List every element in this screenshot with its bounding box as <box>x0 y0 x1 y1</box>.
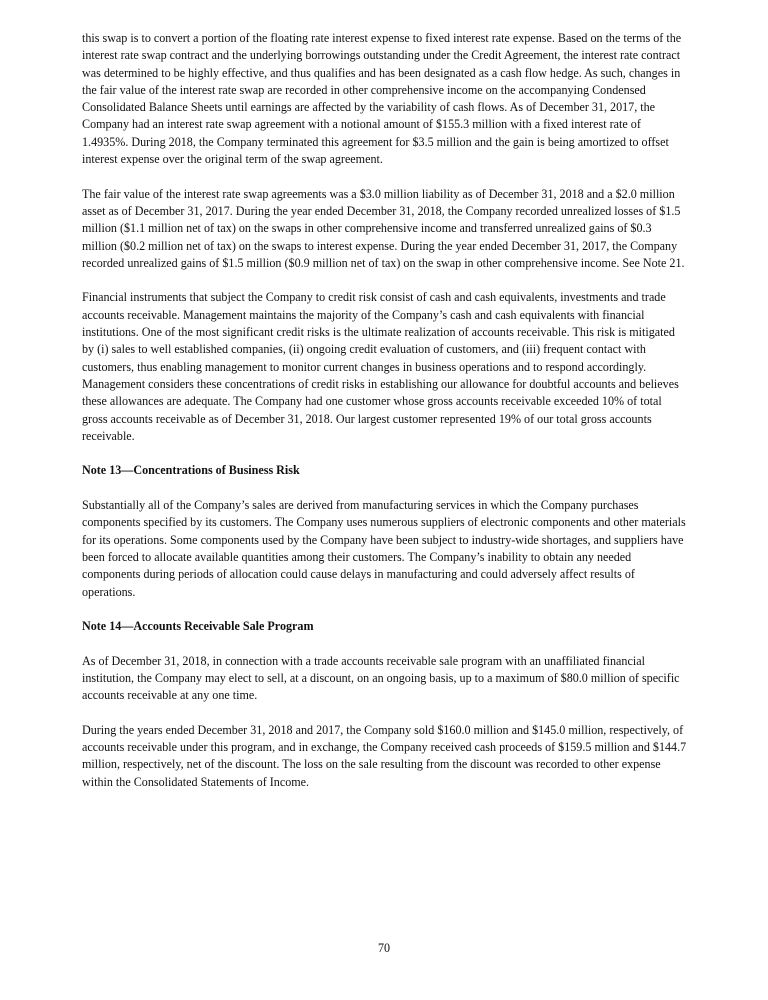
paragraph-swap-fair-value: The fair value of the interest rate swap agreements was a $3.0 million liability as of December 31, 2018 and a $2.0 million asset as of December 31, 2017. During the year ended December 31, 2018, the Company recorded unrealized losses of $1.5 million ($1.1 million net of tax) on the swaps in other comprehensive income and transferred unrealized gains of $0.3 million ($0.2 million net of tax) on the swaps to interest expense. During the year ended December 31, 2017, the Company recorded unrealized gains of $1.5 million ($0.9 million net of tax) on the swap in other comprehensive income. See Note 21. <box>82 186 685 270</box>
paragraph-business-risk: Substantially all of the Company’s sales are derived from manufacturing services in which the Company purchases components specified by its customers. The Company uses numerous suppliers of electronic components and other materials for its operations. Some components used by the Company have been subject to industry-wide shortages, and suppliers have been forced to allocate available quantities among their customers. The Company’s inability to obtain any needed components during periods of allocation could cause delays in manufacturing and could adversely affect results of operations. <box>82 498 686 599</box>
note-13-heading: Note 13—Concentrations of Business Risk <box>82 463 300 478</box>
paragraph-receivable-program: As of December 31, 2018, in connection with a trade accounts receivable sale program with an unaffiliated financial institution, the Company may elect to sell, at a discount, on an ongoing basis, up to a maximum of $80.0 million of specific accounts receivable at any one time. <box>82 653 680 703</box>
paragraph-swap-hedge: this swap is to convert a portion of the floating rate interest expense to fixed interest rate expense. Based on the terms of the interest rate swap contract and the underlying borrowings outstanding under the Credit Agreement, the interest rate contract was determined to be highly effective, and thus qualifies and has been designated as a cash flow hedge. As such, changes in the fair value of the interest rate swap are recorded in other comprehensive income on the accompanying Condensed Consolidated Balance Sheets until earnings are affected by the variability of cash flows. As of December 31, 2017, the Company had an interest rate swap agreement with a notional amount of $155.3 million with a fixed interest rate of 1.4935%. During 2018, the Company terminated this agreement for $3.5 million and the gain is being amortized to offset interest expense over the original term of the swap agreement. <box>82 31 682 167</box>
document-page <box>82 30 688 791</box>
page-number: 70 <box>377 941 391 955</box>
note-14-heading: Note 14—Accounts Receivable Sale Program <box>82 619 314 634</box>
paragraph-credit-risk: Financial instruments that subject the Company to credit risk consist of cash and cash equivalents, investments and trade accounts receivable. Management maintains the majority of the Company’s cash and cash equivalents with financial institutions. One of the most significant credit risks is the ultimate realization of accounts receivable. This risk is mitigated by (i) sales to well established companies, (ii) ongoing credit evaluation of customers, and (iii) frequent contact with customers, thus enabling management to monitor current changes in business operations and to respond accordingly. Management considers these concentrations of credit risks in establishing our allowance for doubtful accounts and believes these allowances are adequate. The Company had one customer whose gross accounts receivable exceeded 10% of total gross accounts receivable as of December 31, 2018. Our largest customer represented 19% of our total gross accounts receivable. <box>82 290 679 443</box>
paragraph-receivable-sales: During the years ended December 31, 2018 and 2017, the Company sold $160.0 million and $145.0 million, respectively, of accounts receivable under this program, and in exchange, the Company received cash proceeds of $159.5 million and $144.7 million, respectively, net of the discount. The loss on the sale resulting from the discount was recorded to other expense within the Consolidated Statements of Income. <box>82 722 687 789</box>
